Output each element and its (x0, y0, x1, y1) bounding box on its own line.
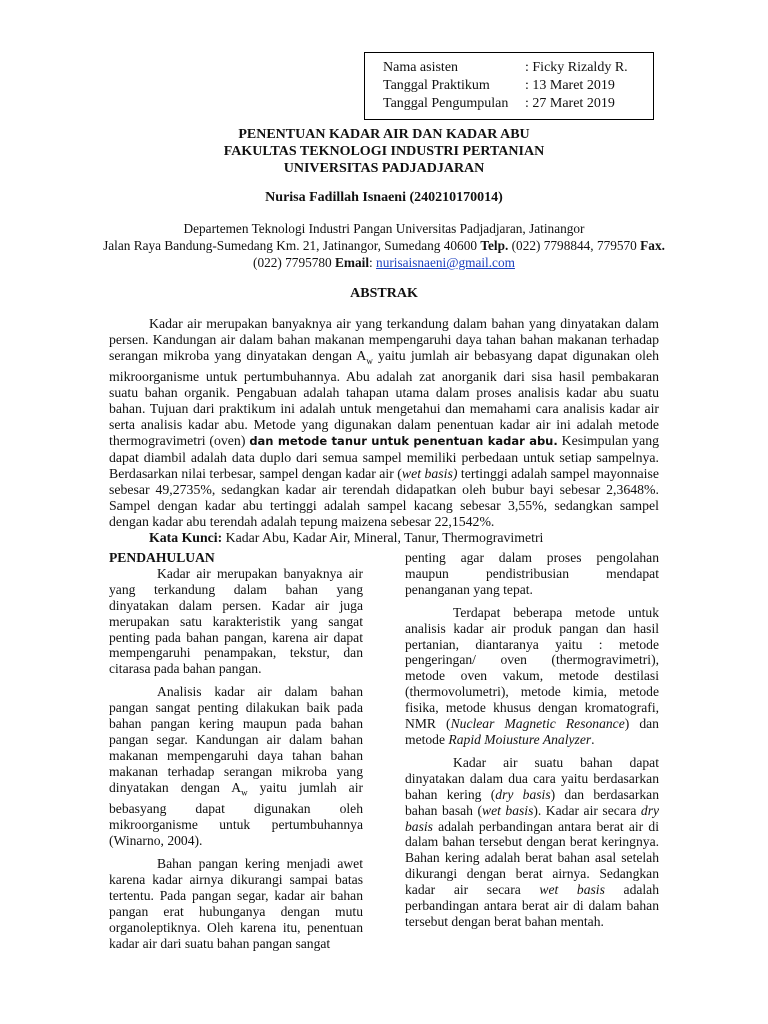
italic-term: dry basis (405, 802, 660, 834)
telp-label: Telp. (480, 238, 509, 253)
author-name: Nurisa Fadillah Isnaeni (240210170014) (265, 190, 503, 205)
paragraph-text: adalah perbandingan antara berat air di dalam bahan tersebut dengan berat bahan mentah. (405, 882, 660, 929)
paragraph-text: Analisis kadar air dalam bahan pangan sangat penting dilakukan baik pada bahan pangan kering maupun pada bahan pangan segar. Kandungan air dalam bahan makanan mempengaruhi daya tahan bahan makanan terhadap serangan mikroba yang dinyatakan dengan A (109, 684, 363, 795)
info-value: : 13 Maret 2019 (525, 78, 615, 93)
italic-term: wet basis (539, 882, 605, 898)
info-value: : Ficky Rizaldy R. (525, 60, 628, 75)
title-line: FAKULTAS TEKNOLOGI INDUSTRI PERTANIAN (223, 144, 545, 159)
abstract-text: Kadar air merupakan banyaknya air yang terkandung dalam bahan yang dinyatakan dalam persen. Kandungan air dalam bahan makanan mempengaruhi daya tahan bahan makanan terhadap serangan mikroba yang dinyatakan dengan A (109, 316, 659, 364)
abstract-text: yaitu jumlah air bebasyang dapat digunakan oleh mikroorganisme untuk pertumbuhannya. Abu adalah zat anorganik dari sisa hasil pembakaran suatu bahan organik. Pengabuan adalah tahapan utama dalam proses analisis kadar abu suatu bahan. Tujuan dari praktikum ini adalah untuk mengetahui dan memahami cara analisis kadar air serta analisis kadar abu. Metode yang digunakan dalam penentuan kadar air ini adalah metode thermogravimetri (oven) (109, 348, 659, 449)
paragraph-text: ) dan berdasarkan bahan basah ( (405, 786, 659, 818)
keywords (109, 530, 659, 546)
fax-label: Fax. (640, 238, 665, 253)
keywords-label: Kata Kunci: (149, 529, 223, 545)
info-row-practicum-date (383, 77, 653, 95)
email-link[interactable]: nurisaisnaeni@gmail.com (376, 255, 515, 270)
affiliation (100, 220, 668, 271)
info-label: Nama asisten (383, 60, 459, 75)
italic-term: Rapid Moiusture Analyzer (448, 731, 592, 747)
title-line: UNIVERSITAS PADJADJARAN (283, 161, 485, 176)
aw-subscript: w (366, 355, 373, 366)
info-value: : 27 Maret 2019 (525, 96, 615, 111)
aw-subscript: w (241, 787, 248, 798)
paragraph-text: ) dan metode (405, 716, 659, 747)
italic-term: dry basis (495, 786, 551, 802)
assistant-info-box (364, 52, 654, 120)
affiliation-department: Departemen Teknologi Industri Pangan Universitas Padjadjaran, Jatinangor (183, 221, 585, 236)
paragraph-text: Kadar air suatu bahan dapat dinyatakan dalam dua cara yaitu berdasarkan bahan kering ( (405, 754, 659, 802)
paragraph (109, 684, 363, 849)
abstract-text-sans: dan metode tanur untuk penentuan kadar abu. (249, 434, 558, 449)
abstract-text: Kesimpulan yang dapat diambil adalah data duplo dari semua sampel memiliki perbedaan untuk setiap sampelnya. Berdasarkan nilai terbesar, sampel dengan kadar air ( (109, 433, 659, 481)
paragraph: Kadar air merupakan banyaknya air yang terkandung dalam bahan yang dinyatakan dalam persen. Kadar air juga merupakan satu karakteristik yang sangat penting pada bahan pangan, karena air dapat mempengaruhi penampakan, tekstur, dan citarasa pada bahan pangan. (109, 565, 363, 677)
left-column (109, 550, 363, 951)
info-row-submission-date (383, 95, 653, 113)
paragraph (405, 755, 659, 930)
email-label: Email (335, 255, 370, 270)
paragraph (405, 605, 659, 748)
paragraph-text: ). Kadar air secara (533, 802, 641, 818)
paragraph: Bahan pangan kering menjadi awet karena kadar airnya dikurangi sampai batas tertentu. Pada pangan segar, kadar air bahan pangan erat hubunganya dengan mutu organoleptiknya. Oleh karena itu, penentuan kadar air dari suatu bahan pangan sangat (109, 856, 363, 951)
telp-number: (022) 7798844, 779570 (511, 238, 637, 253)
italic-term: wet basis (482, 802, 534, 818)
paragraph-text: Terdapat beberapa metode untuk analisis kadar air produk pangan dan hasil pertanian, diantaranya yaitu : metode pengeringan/ oven (thermogravimetri), metode oven vakum, metode destilasi (thermovolumetri), metode kimia, metode fisika, metode khusus dengan kromatografi, NMR ( (405, 604, 659, 732)
paragraph: penting agar dalam proses pengolahan maupun pendistribusian mendapat penanganan yang tepat. (405, 550, 659, 597)
affiliation-contact: Jalan Raya Bandung-Sumedang Km. 21, Jatinangor, Sumedang 40600 Telp. (022) 7798844, 779570 Fax. (022) 7795780 Email: nurisaisnaeni@gmail.com (103, 238, 665, 270)
right-column (405, 550, 659, 930)
abstract-text: tertinggi adalah sampel mayonnaise sebesar 49,2735%, sedangkan kadar air terendah didapatkan oleh bubur bayi sebesar 2,3648%. Sampel dengan kadar abu tertinggi adalah sampel kacang sebesar 3,55%, sedangkan sampel dengan kadar abu terendah adalah tepung maizena sebesar 22,1542%. (109, 465, 659, 529)
info-row-assistant (383, 59, 653, 77)
paragraph-text: . (591, 731, 595, 747)
fax-number: (022) 7795780 (253, 255, 332, 270)
keywords-list: Kadar Abu, Kadar Air, Mineral, Tanur, Thermogravimetri (222, 529, 544, 545)
abstract-italic: wet basis) (401, 465, 458, 481)
section-heading: PENDAHULUAN (109, 550, 215, 565)
paragraph-text: adalah perbandingan antara berat air di dalam bahan tersebut dengan berat keringnya. Bahan kering adalah berat bahan asal setelah dikurangi dengan berat airnya. Sedangkan kadar air secara (405, 818, 659, 898)
address: Jalan Raya Bandung-Sumedang Km. 21, Jatinangor, Sumedang 40600 (103, 238, 477, 253)
paper-title (0, 126, 768, 177)
info-label: Tanggal Praktikum (383, 78, 490, 93)
info-label: Tanggal Pengumpulan (383, 96, 509, 111)
abstract-heading: ABSTRAK (350, 286, 418, 301)
paragraph-text: yaitu jumlah air bebasyang dapat digunakan oleh mikroorganisme untuk pertumbuhannya (Winarno, 2004). (109, 779, 364, 849)
abstract-paragraph (109, 316, 659, 530)
italic-term: Nuclear Magnetic Resonance (450, 716, 625, 732)
title-line: PENENTUAN KADAR AIR DAN KADAR ABU (238, 127, 530, 142)
abstract-body (109, 316, 659, 546)
